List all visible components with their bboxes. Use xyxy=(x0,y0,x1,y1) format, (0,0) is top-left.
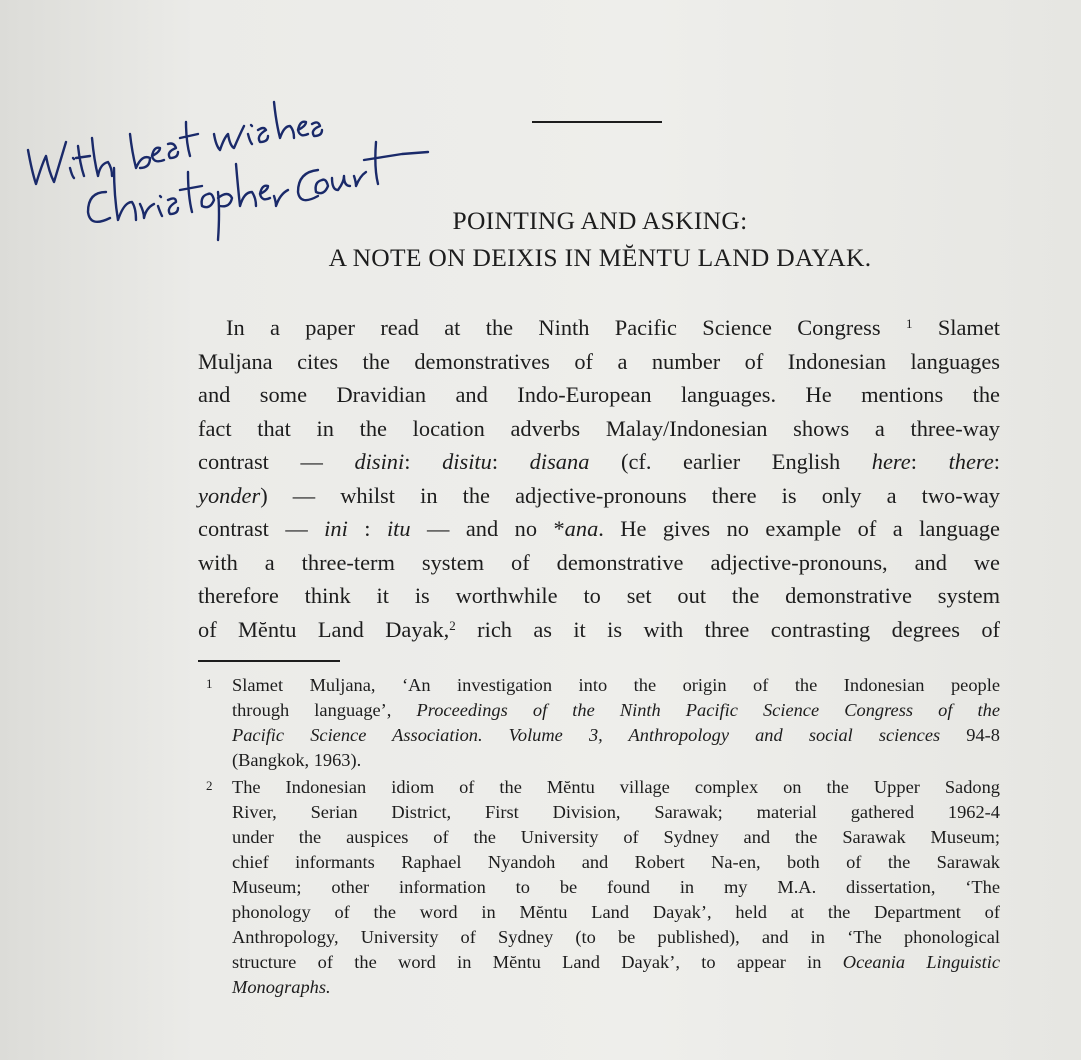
article-title-line-1: POINTING AND ASKING: xyxy=(452,206,748,235)
footnote-ref-1[interactable]: 1 xyxy=(905,316,913,331)
body-line: therefore think it is worthwhile to set out the demonstrative system xyxy=(198,583,1000,608)
body-line: with a three-term system of demonstrative adjective-pronouns, and we xyxy=(198,549,1000,575)
body-line: yonder) — whilst in the adjective-pronouns there is only a two-way xyxy=(198,482,1000,508)
footnote-number: 1 xyxy=(206,676,213,691)
body-line: contrast — ini : itu — and no *ana. He gives no example of a language xyxy=(198,516,1000,541)
body-line: contrast — disini: disitu: disana (cf. earlier English here: there: xyxy=(198,449,1000,474)
body-line: fact that in the location adverbs Malay/Indonesian shows a three-way xyxy=(198,415,1000,441)
body-line: and some Dravidian and Indo-European languages. He mentions the xyxy=(198,382,1000,407)
body-paragraph xyxy=(198,311,1000,646)
footnote-rule xyxy=(198,660,340,662)
body-line: of Mĕntu Land Dayak,$^2$ rich as it is with three contrasting degrees of xyxy=(198,616,1000,642)
footnote-ref-2[interactable]: 2 xyxy=(449,617,456,633)
body-line: Muljana cites the demonstratives of a number of Indonesian languages xyxy=(198,348,1000,374)
footnote-1: 1 Slamet Muljana, ‘An investigation into the origin of the Indonesian people through language’, Proceedings of the Ninth Pacific Science Congress of the Pacific Science Association. Volume 3, Anthropology and social sciences 94-8 (Bangkok, 1963). xyxy=(206,673,1000,773)
footnote-2: 2 The Indonesian idiom of the Mĕntu village complex on the Upper Sadong River, Serian District, First Division, Sarawak; material gathered 1962-4 under the auspices of the University of Sydney and the Sarawak Museum; chief informants Raphael Nyandoh and Robert Na-en, both of the Sarawak Museum; other information to be found in my M.A. dissertation, ‘The phonology of the word in Mĕntu Land Dayak’, held at the Department of Anthropology, University of Sydney (to be published), and in ‘The phonological structure of the word in Mĕntu Land Dayak’, to appear in Oceania Linguistic Monographs. xyxy=(206,775,1000,1000)
article-title-line-2: A NOTE ON DEIXIS IN MĔNTU LAND DAYAK. xyxy=(328,243,872,272)
header-rule xyxy=(532,121,662,123)
footnotes xyxy=(206,673,1000,1002)
footnote-number: 2 xyxy=(206,778,213,793)
body-line: In a paper read at the Ninth Pacific Science Congress $^1$ Slamet xyxy=(226,315,1000,340)
